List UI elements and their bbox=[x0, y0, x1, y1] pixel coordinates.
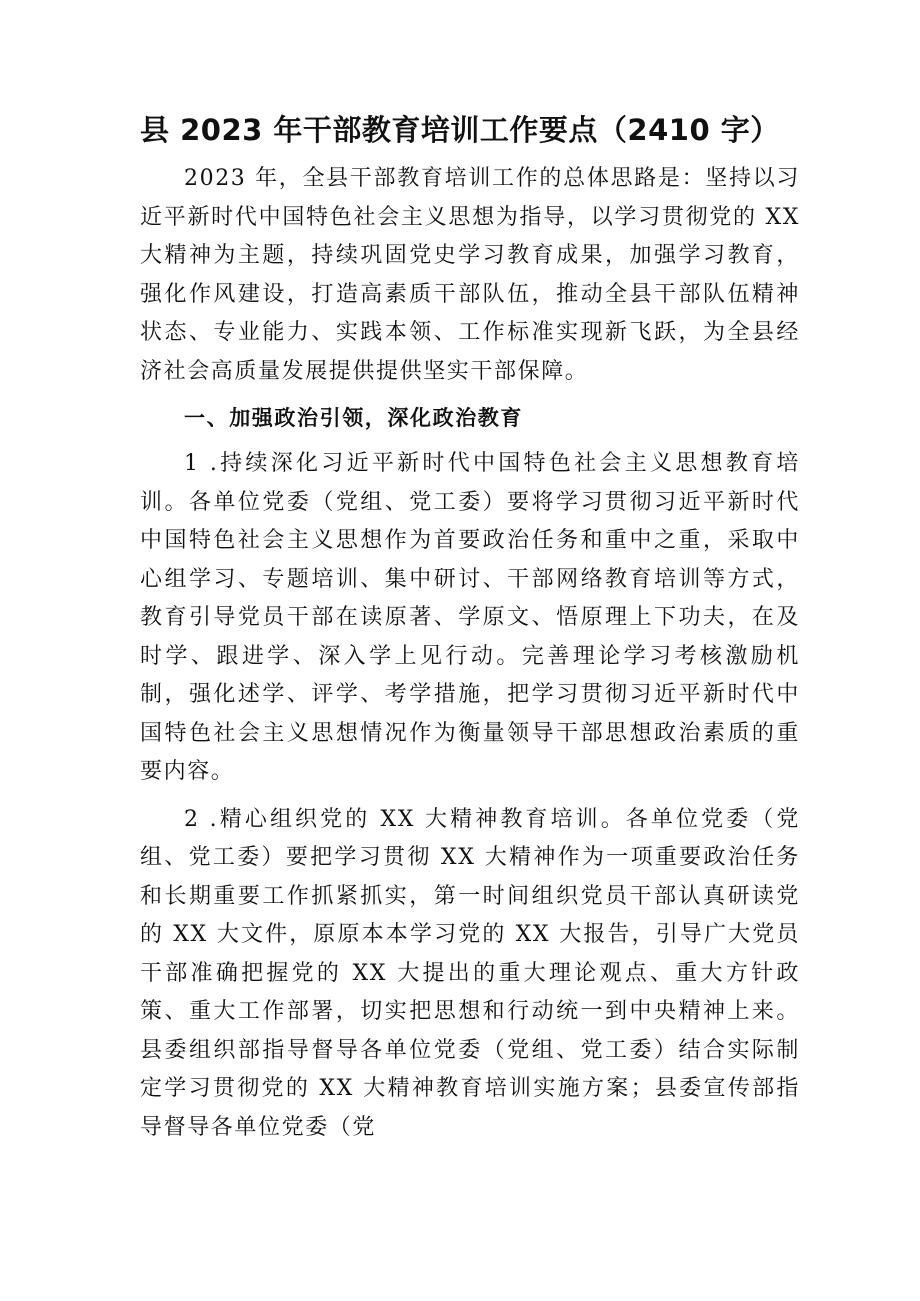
item-paragraph-1: 1 .持续深化习近平新时代中国特色社会主义思想教育培训。各单位党委（党组、党工委）要将学习贯彻习近平新时代中国特色社会主义思想作为首要政治任务和重中之重，采取中心组学习、专题培训、集中研讨、干部网络教育培训等方式，教育引导党员干部在读原著、学原文、悟原理上下功夫，在及时学、跟进学、深入学上见行动。完善理论学习考核激励机制，强化述学、评学、考学措施，把学习贯彻习近平新时代中国特色社会主义思想情况作为衡量领导干部思想政治素质的重要内容。 bbox=[140, 451, 800, 784]
intro-paragraph: 2023 年，全县干部教育培训工作的总体思路是：坚持以习近平新时代中国特色社会主义思想为指导，以学习贯彻党的 XX 大精神为主题，持续巩固党史学习教育成果，加强学习教育，强化作风建设，打造高素质干部队伍，推动全县干部队伍精神状态、专业能力、实践本领、工作标准实现新飞跃，为全县经济社会高质量发展提供提供坚实干部保障。 bbox=[140, 166, 800, 384]
document-body bbox=[140, 160, 800, 1147]
document-title: 县 2023 年干部教育培训工作要点（2410 字） bbox=[140, 113, 780, 147]
section-heading: 一、加强政治引领，深化政治教育 bbox=[184, 406, 523, 430]
item-paragraph-2: 2 .精心组织党的 XX 大精神教育培训。各单位党委（党组、党工委）要把学习贯彻 XX 大精神作为一项重要政治任务和长期重要工作抓紧抓实，第一时间组织党员干部认真研读党的 XX 大文件，原原本本学习党的 XX 大报告，引导广大党员干部准确把握党的 XX 大提出的重大理论观点、重大方针政策、重大工作部署，切实把思想和行动统一到中央精神上来。县委组织部指导督导各单位党委（党组、党工委）结合实际制定学习贯彻党的 XX 大精神教育培训实施方案；县委宣传部指导督导各单位党委（党 bbox=[140, 806, 800, 1140]
